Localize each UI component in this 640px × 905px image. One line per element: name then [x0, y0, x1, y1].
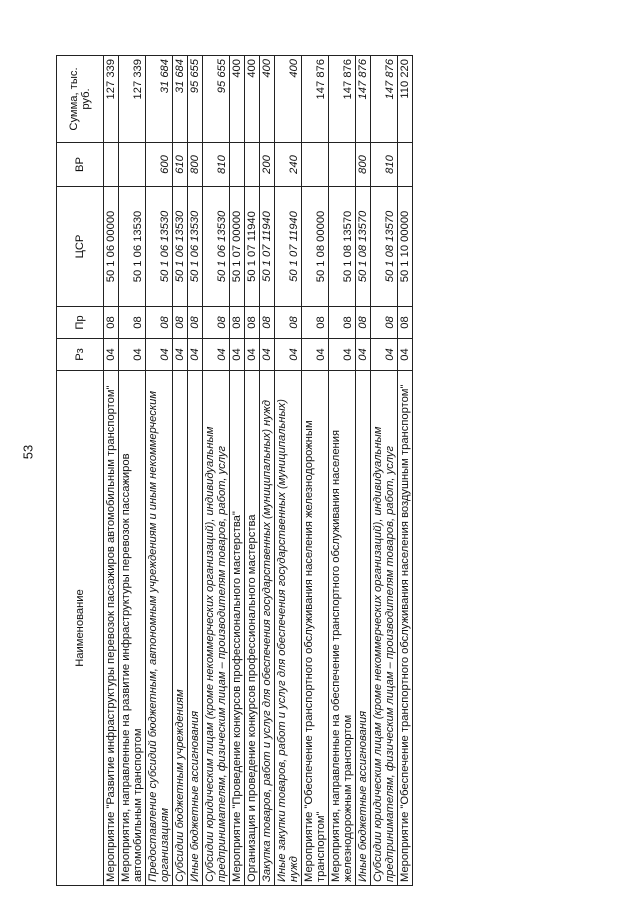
cell-vr	[302, 143, 329, 187]
header-csr: ЦСР	[57, 187, 104, 307]
page-number: 53	[20, 444, 36, 460]
cell-pr: 08	[104, 307, 119, 339]
cell-sum: 127 339	[104, 56, 119, 143]
cell-csr: 50 1 08 00000	[302, 187, 329, 307]
cell-pr: 08	[146, 307, 173, 339]
table-row	[302, 56, 329, 886]
cell-csr: 50 1 06 13530	[119, 187, 146, 307]
cell-name: Субсидии юридическим лицам (кроме некоммерческих организаций), индивидуальным предпринимателям, физическим лицам – производителям товаров, работ, услуг	[371, 371, 398, 886]
cell-rz: 04	[329, 339, 356, 371]
cell-pr: 08	[356, 307, 371, 339]
cell-rz: 04	[173, 339, 188, 371]
cell-pr: 08	[119, 307, 146, 339]
table-row	[188, 56, 203, 886]
cell-vr: 810	[371, 143, 398, 187]
cell-csr: 50 1 08 13570	[371, 187, 398, 307]
cell-sum: 147 876	[356, 56, 371, 143]
cell-vr: 600	[146, 143, 173, 187]
cell-rz: 04	[146, 339, 173, 371]
cell-sum: 400	[260, 56, 275, 143]
table-row	[260, 56, 275, 886]
cell-name: Мероприятие "Развитие инфраструктуры перевозок пассажиров автомобильным транспортом"	[104, 371, 119, 886]
cell-csr: 50 1 07 11940	[245, 187, 260, 307]
cell-vr	[104, 143, 119, 187]
cell-vr: 240	[275, 143, 302, 187]
cell-sum: 31 684	[146, 56, 173, 143]
cell-csr: 50 1 07 11940	[260, 187, 275, 307]
cell-rz: 04	[356, 339, 371, 371]
table-row	[245, 56, 260, 886]
table-row	[203, 56, 230, 886]
cell-sum: 95 655	[188, 56, 203, 143]
table-row	[119, 56, 146, 886]
table-row	[104, 56, 119, 886]
cell-sum: 400	[275, 56, 302, 143]
cell-name: Субсидии юридическим лицам (кроме некоммерческих организаций), индивидуальным предпринимателям, физическим лицам – производителям товаров, работ, услуг	[203, 371, 230, 886]
cell-csr: 50 1 06 13530	[173, 187, 188, 307]
cell-name: Мероприятие "Обеспечение транспортного обслуживания населения воздушным транспортом"	[398, 371, 413, 886]
cell-name: Мероприятия, направленные на развитие инфраструктуры перевозок пассажиров автомобильным транспортом	[119, 371, 146, 886]
cell-csr: 50 1 10 00000	[398, 187, 413, 307]
table-row	[371, 56, 398, 886]
cell-pr: 08	[302, 307, 329, 339]
table-row	[230, 56, 245, 886]
cell-vr	[245, 143, 260, 187]
cell-vr	[119, 143, 146, 187]
cell-name: Предоставление субсидий бюджетным, автономным учреждениям и иным некоммерческим организациям	[146, 371, 173, 886]
cell-sum: 95 655	[203, 56, 230, 143]
cell-csr: 50 1 06 13530	[203, 187, 230, 307]
table-row	[356, 56, 371, 886]
table-row	[173, 56, 188, 886]
cell-vr	[398, 143, 413, 187]
cell-vr	[230, 143, 245, 187]
cell-vr: 810	[203, 143, 230, 187]
header-name: Наименование	[57, 371, 104, 886]
cell-vr: 800	[188, 143, 203, 187]
cell-rz: 04	[398, 339, 413, 371]
cell-name: Субсидии бюджетным учреждениям	[173, 371, 188, 886]
cell-pr: 08	[173, 307, 188, 339]
cell-vr: 610	[173, 143, 188, 187]
cell-sum: 110 220	[398, 56, 413, 143]
cell-name: Мероприятие "Проведение конкурсов профессионального мастерства"	[230, 371, 245, 886]
cell-sum: 31 684	[173, 56, 188, 143]
cell-rz: 04	[119, 339, 146, 371]
cell-rz: 04	[203, 339, 230, 371]
header-rz: Рз	[57, 339, 104, 371]
cell-rz: 04	[104, 339, 119, 371]
cell-csr: 50 1 06 00000	[104, 187, 119, 307]
cell-vr: 800	[356, 143, 371, 187]
cell-rz: 04	[245, 339, 260, 371]
header-sum: Сумма, тыс. руб.	[57, 56, 104, 143]
budget-table-container	[56, 56, 584, 886]
cell-pr: 08	[371, 307, 398, 339]
cell-sum: 400	[245, 56, 260, 143]
cell-name: Иные закупки товаров, работ и услуг для обеспечения государственных (муниципальных) нужд	[275, 371, 302, 886]
cell-csr: 50 1 08 13570	[329, 187, 356, 307]
cell-sum: 400	[230, 56, 245, 143]
cell-pr: 08	[275, 307, 302, 339]
table-row	[275, 56, 302, 886]
cell-pr: 08	[245, 307, 260, 339]
cell-pr: 08	[230, 307, 245, 339]
cell-sum: 147 876	[371, 56, 398, 143]
cell-sum: 147 876	[329, 56, 356, 143]
cell-vr	[329, 143, 356, 187]
cell-name: Мероприятия, направленные на обеспечение транспортного обслуживания населения железнодорожным транспортом	[329, 371, 356, 886]
table-row	[146, 56, 173, 886]
cell-name: Иные бюджетные ассигнования	[188, 371, 203, 886]
header-pr: Пр	[57, 307, 104, 339]
budget-table	[56, 55, 413, 886]
cell-csr: 50 1 08 13570	[356, 187, 371, 307]
header-vr: ВР	[57, 143, 104, 187]
cell-csr: 50 1 07 11940	[275, 187, 302, 307]
cell-rz: 04	[275, 339, 302, 371]
cell-name: Организация и проведение конкурсов профессионального мастерства	[245, 371, 260, 886]
cell-rz: 04	[371, 339, 398, 371]
cell-rz: 04	[188, 339, 203, 371]
cell-pr: 08	[398, 307, 413, 339]
cell-pr: 08	[188, 307, 203, 339]
cell-csr: 50 1 07 00000	[230, 187, 245, 307]
cell-name: Мероприятие "Обеспечение транспортного обслуживания населения железнодорожным транспортом"	[302, 371, 329, 886]
cell-sum: 127 339	[119, 56, 146, 143]
table-header-row	[57, 56, 104, 886]
table-row	[329, 56, 356, 886]
cell-rz: 04	[302, 339, 329, 371]
cell-csr: 50 1 06 13530	[146, 187, 173, 307]
cell-pr: 08	[329, 307, 356, 339]
table-row	[398, 56, 413, 886]
cell-sum: 147 876	[302, 56, 329, 143]
cell-rz: 04	[230, 339, 245, 371]
cell-rz: 04	[260, 339, 275, 371]
cell-name: Закупка товаров, работ и услуг для обеспечения государственных (муниципальных) нужд	[260, 371, 275, 886]
cell-pr: 08	[203, 307, 230, 339]
cell-pr: 08	[260, 307, 275, 339]
cell-csr: 50 1 06 13530	[188, 187, 203, 307]
cell-name: Иные бюджетные ассигнования	[356, 371, 371, 886]
cell-vr: 200	[260, 143, 275, 187]
